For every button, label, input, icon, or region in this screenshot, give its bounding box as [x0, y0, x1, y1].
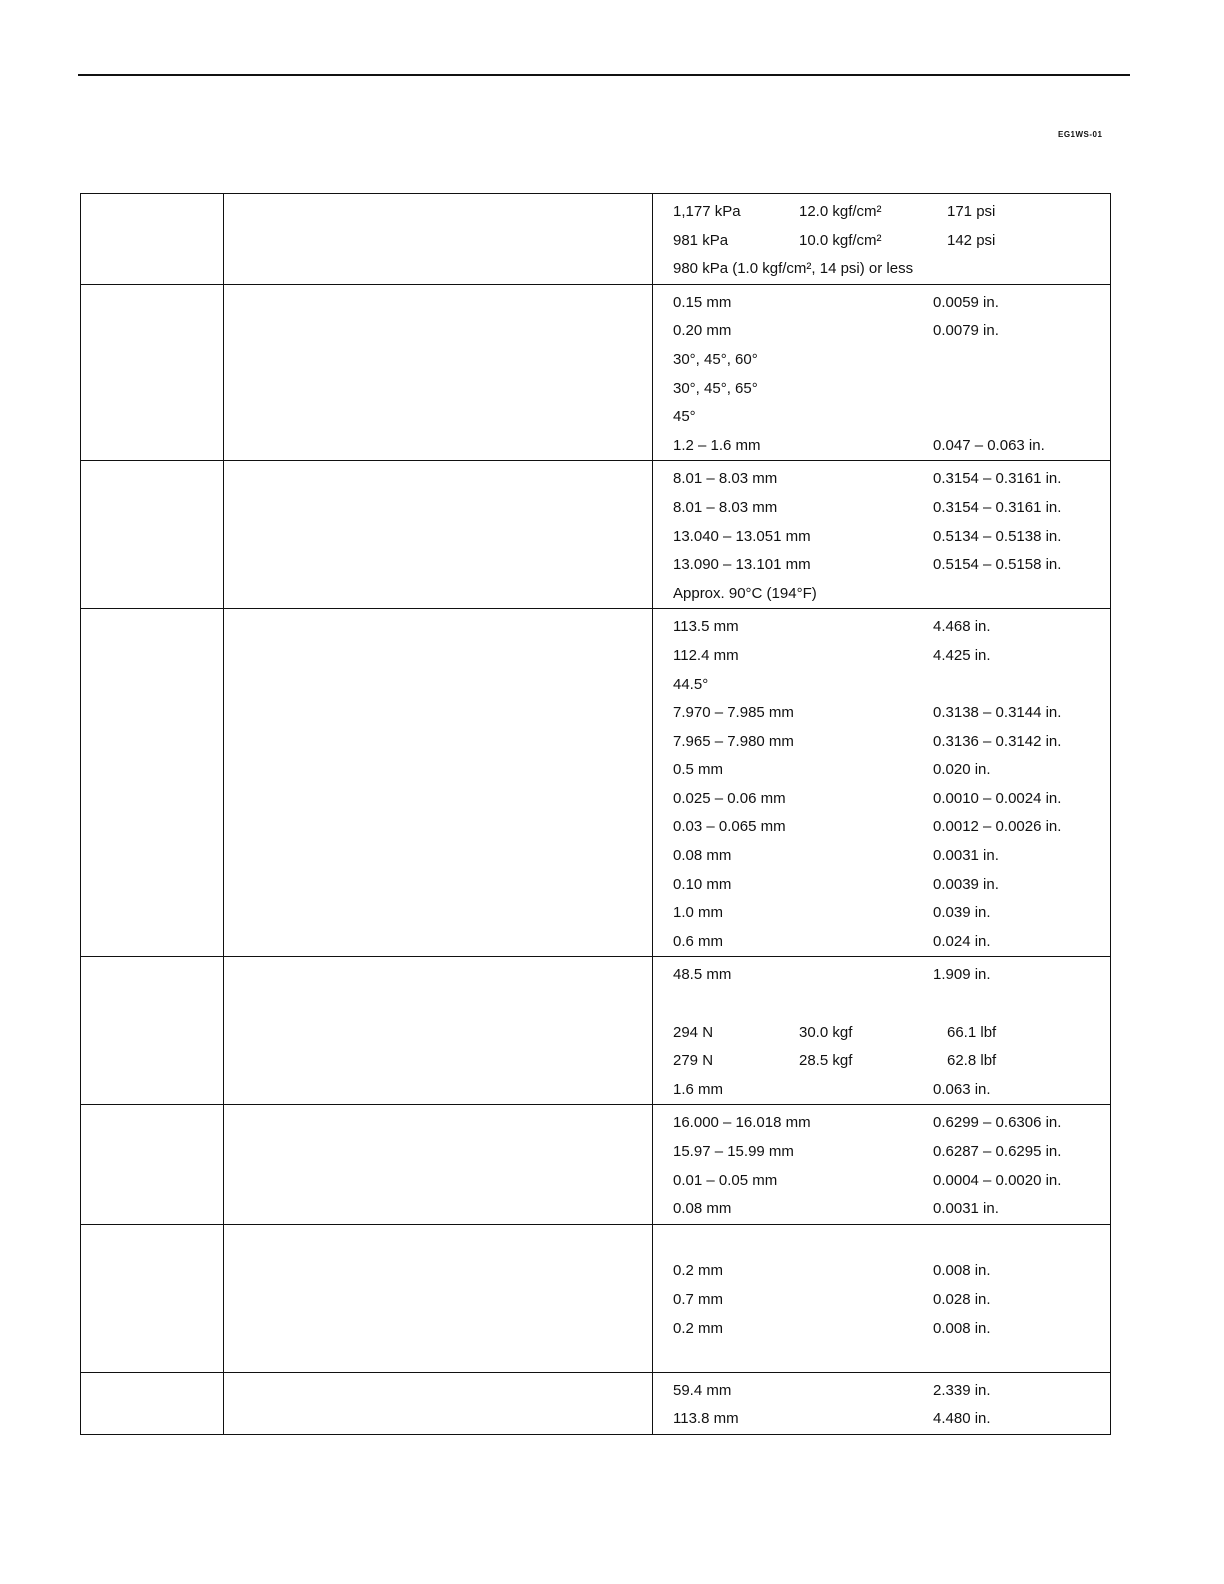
spec-section — [81, 284, 1110, 461]
us-value: 62.8 lbf — [947, 1052, 997, 1070]
spec-line — [673, 198, 1110, 227]
metric-value: 113.5 mm — [673, 618, 739, 636]
spec-line — [673, 613, 1110, 642]
spec-line — [673, 1405, 1110, 1434]
spec-section — [81, 1104, 1110, 1223]
spec-line — [673, 255, 1110, 284]
imperial-value: 0.5134 – 0.5138 in. — [933, 527, 1062, 545]
description-cell — [224, 957, 653, 1104]
metric-value: 59.4 mm — [673, 1381, 732, 1399]
metric-value: 15.97 – 15.99 mm — [673, 1143, 794, 1160]
spec-value: Approx. 90°C (194°F) — [673, 584, 817, 602]
imperial-value: 0.0039 in. — [933, 875, 999, 893]
spec-section — [81, 194, 1110, 284]
imperial-value: 0.3154 – 0.3161 in. — [933, 498, 1062, 516]
metric-value: 0.08 mm — [673, 1200, 732, 1218]
metric-value: 0.10 mm — [673, 875, 732, 893]
spec-line — [673, 1076, 1110, 1105]
spec-line — [673, 842, 1110, 871]
values-cell — [653, 609, 1110, 956]
spec-line — [673, 785, 1110, 814]
description-cell — [224, 609, 653, 956]
spec-line — [673, 1315, 1110, 1344]
imperial-value: 0.0079 in. — [933, 322, 999, 340]
metric-value: 0.20 mm — [673, 322, 732, 340]
values-cell — [653, 285, 1110, 461]
spec-line — [673, 1286, 1110, 1315]
item-cell — [81, 194, 224, 284]
description-cell — [224, 194, 653, 284]
imperial-value: 0.0031 in. — [933, 847, 999, 865]
spec-line — [673, 699, 1110, 728]
imperial-value: 0.008 in. — [933, 1319, 991, 1337]
metric-value: 0.5 mm — [673, 761, 724, 779]
values-cell — [653, 1105, 1110, 1223]
spec-line — [673, 990, 1110, 1019]
metric-value: 0.025 – 0.06 mm — [673, 789, 786, 807]
imperial-value: 0.028 in. — [933, 1290, 991, 1308]
kgf-value: 12.0 kgf/cm² — [799, 203, 882, 220]
imperial-value: 0.0012 – 0.0026 in. — [933, 818, 1062, 836]
imperial-value: 0.5154 – 0.5158 in. — [933, 556, 1062, 574]
spec-line — [673, 403, 1110, 432]
spec-line — [673, 1019, 1110, 1048]
metric-value: 0.2 mm — [673, 1262, 724, 1280]
us-value: 171 psi — [947, 203, 996, 220]
spec-line — [673, 494, 1110, 523]
imperial-value: 0.0059 in. — [933, 293, 999, 311]
item-cell — [81, 1225, 224, 1372]
description-cell — [224, 1225, 653, 1372]
values-cell — [653, 957, 1110, 1104]
spec-line — [673, 432, 1110, 461]
spec-line — [673, 317, 1110, 346]
imperial-value: 4.468 in. — [933, 618, 991, 636]
item-cell — [81, 609, 224, 956]
si-value: 279 N — [673, 1052, 714, 1070]
us-value: 142 psi — [947, 231, 996, 249]
spec-section — [81, 956, 1110, 1104]
spec-line — [673, 346, 1110, 375]
spec-value: 45° — [673, 408, 696, 426]
spec-line — [673, 871, 1110, 900]
spec-line — [673, 756, 1110, 785]
top-rule — [78, 74, 1130, 76]
metric-value: 16.000 – 16.018 mm — [673, 1114, 811, 1132]
metric-value: 13.040 – 13.051 mm — [673, 527, 811, 545]
spec-section — [81, 460, 1110, 608]
imperial-value: 0.6299 – 0.6306 in. — [933, 1114, 1062, 1132]
spec-section — [81, 1224, 1110, 1372]
imperial-value: 0.3136 – 0.3142 in. — [933, 732, 1062, 750]
metric-value: 8.01 – 8.03 mm — [673, 498, 778, 516]
item-cell — [81, 461, 224, 608]
item-cell — [81, 285, 224, 461]
spec-line — [673, 1343, 1110, 1372]
imperial-value: 0.020 in. — [933, 761, 991, 779]
spec-value: 30°, 45°, 65° — [673, 379, 758, 397]
spec-line — [673, 1229, 1110, 1258]
metric-value: 0.6 mm — [673, 932, 724, 950]
spec-line — [673, 289, 1110, 318]
spec-line — [673, 523, 1110, 552]
spec-line — [673, 961, 1110, 990]
imperial-value: 4.425 in. — [933, 646, 991, 664]
si-value: 1,177 kPa — [673, 203, 741, 220]
metric-value: 0.2 mm — [673, 1319, 724, 1337]
description-cell — [224, 461, 653, 608]
imperial-value: 0.0031 in. — [933, 1200, 999, 1218]
metric-value: 113.8 mm — [673, 1410, 739, 1428]
metric-value: 0.15 mm — [673, 293, 732, 311]
description-cell — [224, 1105, 653, 1223]
values-cell — [653, 1373, 1110, 1434]
metric-value: 0.08 mm — [673, 847, 732, 865]
imperial-value: 0.6287 – 0.6295 in. — [933, 1143, 1062, 1160]
spec-line — [673, 1138, 1110, 1167]
item-cell — [81, 1373, 224, 1434]
imperial-value: 1.909 in. — [933, 966, 991, 984]
imperial-value: 2.339 in. — [933, 1381, 991, 1399]
spec-line — [673, 580, 1110, 609]
spec-line — [673, 671, 1110, 700]
imperial-value: 0.063 in. — [933, 1080, 991, 1098]
metric-value: 8.01 – 8.03 mm — [673, 470, 778, 488]
imperial-value: 4.480 in. — [933, 1410, 991, 1428]
spec-line — [673, 1257, 1110, 1286]
metric-value: 1.0 mm — [673, 904, 724, 922]
imperial-value: 0.3138 – 0.3144 in. — [933, 704, 1062, 722]
values-cell — [653, 1225, 1110, 1372]
spec-line — [673, 465, 1110, 494]
spec-line — [673, 642, 1110, 671]
kgf-value: 30.0 kgf — [799, 1023, 853, 1041]
spec-section — [81, 608, 1110, 956]
us-value: 66.1 lbf — [947, 1023, 997, 1041]
metric-value: 0.7 mm — [673, 1290, 724, 1308]
spec-line — [673, 728, 1110, 757]
spec-line — [673, 1109, 1110, 1138]
spec-line — [673, 928, 1110, 957]
spec-line — [673, 551, 1110, 580]
kgf-value: 28.5 kgf — [799, 1052, 853, 1070]
spec-line — [673, 375, 1110, 404]
metric-value: 1.6 mm — [673, 1080, 724, 1098]
spec-line — [673, 227, 1110, 256]
item-cell — [81, 1105, 224, 1223]
imperial-value: 0.024 in. — [933, 932, 991, 950]
metric-value: 1.2 – 1.6 mm — [673, 436, 761, 454]
metric-value: 7.965 – 7.980 mm — [673, 732, 794, 750]
spec-line — [673, 813, 1110, 842]
imperial-value: 0.0010 – 0.0024 in. — [933, 789, 1062, 807]
spec-line — [673, 1195, 1110, 1224]
spec-value: 44.5° — [673, 675, 709, 693]
spec-section — [81, 1372, 1110, 1434]
si-value: 294 N — [673, 1023, 714, 1041]
kgf-value: 10.0 kgf/cm² — [799, 231, 882, 249]
document-code: EG1WS-01 — [1058, 130, 1103, 139]
metric-value: 0.01 – 0.05 mm — [673, 1171, 778, 1189]
metric-value: 13.090 – 13.101 mm — [673, 556, 811, 574]
metric-value: 7.970 – 7.985 mm — [673, 704, 794, 722]
spec-line — [673, 1167, 1110, 1196]
imperial-value: 0.3154 – 0.3161 in. — [933, 470, 1062, 488]
spec-table — [80, 193, 1111, 1435]
imperial-value: 0.047 – 0.063 in. — [933, 436, 1045, 454]
spec-value: 980 kPa (1.0 kgf/cm², 14 psi) or less — [673, 260, 914, 278]
imperial-value: 0.039 in. — [933, 904, 991, 922]
spec-value: 30°, 45°, 60° — [673, 350, 758, 368]
values-cell — [653, 461, 1110, 608]
spec-line — [673, 899, 1110, 928]
metric-value: 0.03 – 0.065 mm — [673, 818, 786, 836]
si-value: 981 kPa — [673, 231, 729, 249]
imperial-value: 0.0004 – 0.0020 in. — [933, 1171, 1062, 1189]
values-cell — [653, 194, 1110, 284]
spec-line — [673, 1047, 1110, 1076]
spec-line — [673, 1377, 1110, 1406]
metric-value: 48.5 mm — [673, 966, 732, 984]
description-cell — [224, 285, 653, 461]
metric-value: 112.4 mm — [673, 646, 739, 664]
item-cell — [81, 957, 224, 1104]
description-cell — [224, 1373, 653, 1434]
imperial-value: 0.008 in. — [933, 1262, 991, 1280]
